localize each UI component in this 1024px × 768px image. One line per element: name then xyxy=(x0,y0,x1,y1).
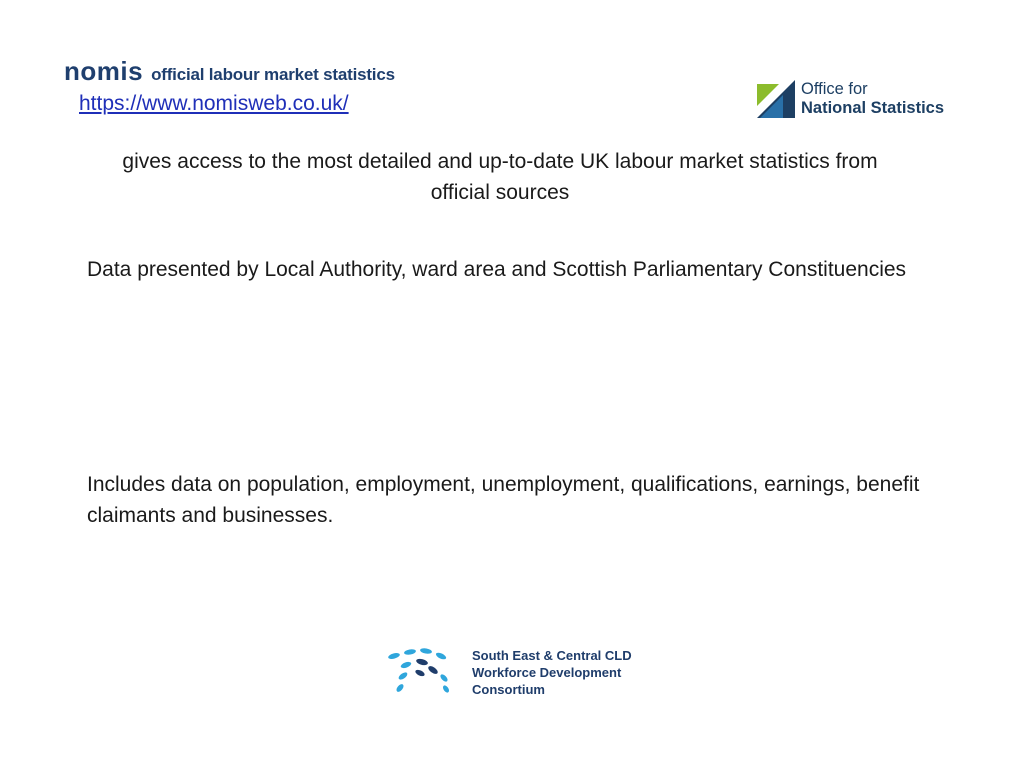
nomis-logo xyxy=(64,56,395,87)
nomis-brand-name: nomis xyxy=(64,56,144,86)
ons-logo-line1: Office for xyxy=(801,80,868,98)
cld-logo-line1: South East & Central CLD xyxy=(472,647,632,663)
nomis-website-link[interactable]: https://www.nomisweb.co.uk/ xyxy=(79,92,349,115)
ons-logo-line2: National Statistics xyxy=(801,99,945,117)
ons-logo-icon xyxy=(757,80,795,118)
paragraph-data-presented: Data presented by Local Authority, ward area and Scottish Parliamentary Constituencies xyxy=(87,258,907,281)
cld-logo-line2: Workforce Development xyxy=(472,664,622,680)
paragraph-includes-data: Includes data on population, employment, unemployment, qualifications, earnings, benefit claimants and businesses. xyxy=(87,473,920,527)
intro-text: gives access to the most detailed and up-to-date UK labour market statistics from official sources xyxy=(122,150,878,204)
cld-logo-line3: Consortium xyxy=(472,681,545,697)
cld-logo-dots-icon xyxy=(386,646,468,698)
ons-logo xyxy=(757,80,944,118)
nomis-brand-tagline: official labour market statistics xyxy=(151,65,395,84)
cld-consortium-logo xyxy=(386,646,632,698)
